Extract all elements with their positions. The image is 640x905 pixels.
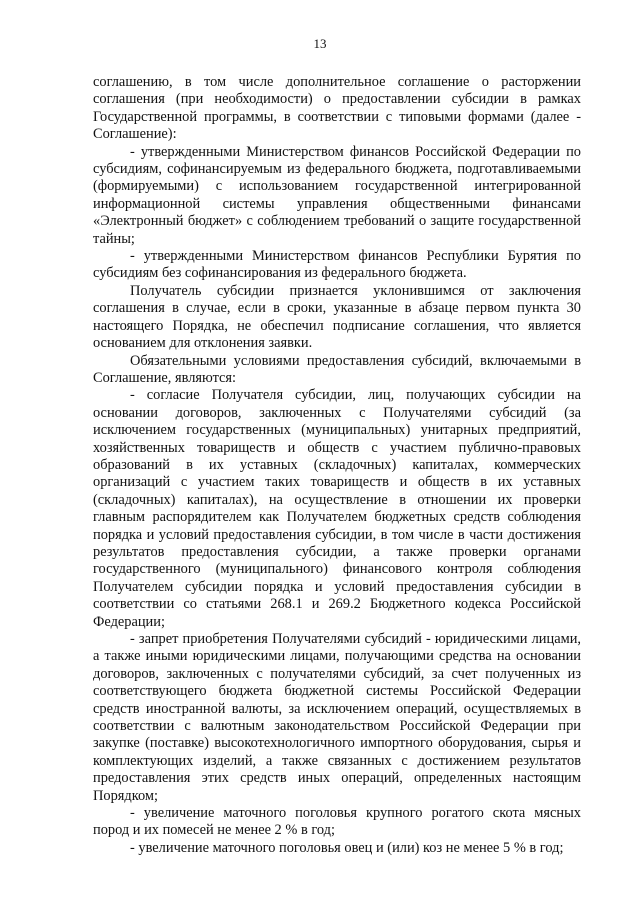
paragraph-federal-forms: - утвержденными Министерством финансов Российской Федерации по субсидиям, софинансируемым из федерального бюджета, подготавливаемыми (формируемыми) с использованием государственной интегрированной информационной системы управления общественными финансами «Электронный бюджет» с соблюдением требований о защите государственной тайны;: [93, 143, 581, 247]
paragraph-agreement-continuation: соглашению, в том числе дополнительное соглашение о расторжении соглашения (при необходимости) о предоставлении субсидии в рамках Государственной программы, в соответствии с типовыми формами (далее - Соглашение):: [93, 74, 581, 143]
paragraph-mandatory-conditions: Обязательными условиями предоставления субсидий, включаемыми в Соглашение, являются:: [93, 352, 581, 386]
paragraph-consent-audit: - согласие Получателя субсидии, лиц, получающих субсидии на основании договоров, заключенных с Получателями субсидий (за исключением государственных (муниципальных) унитарных предприятий, хозяйственных товариществ и обществ с участием публично-правовых образований в их уставных (складочных) капиталах, коммерческих организаций с участием таких товариществ и обществ в их уставных (складочных) капиталах), на осуществление в отношении их проверки главным распорядителем как Получателем бюджетных средств соблюдения порядка и условий предоставления субсидии, в том числе в части достижения результатов предоставления субсидии, а также проверки органами государственного (муниципального) финансового контроля соблюдения Получателем субсидии порядка и условий предоставления субсидии в соответствии со статьями 268.1 и 269.2 Бюджетного кодекса Российской Федерации;: [93, 387, 581, 630]
page-number: 13: [313, 36, 327, 51]
paragraph-cattle-increase: - увеличение маточного поголовья крупного рогатого скота мясных пород и их помесей не менее 2 % в год;: [93, 805, 581, 839]
document-body: [93, 74, 581, 857]
paragraph-republic-forms: - утвержденными Министерством финансов Республики Бурятия по субсидиям без софинансирования из федерального бюджета.: [93, 248, 581, 282]
paragraph-currency-ban: - запрет приобретения Получателями субсидий - юридическими лицами, а также иными юридическими лицами, получающими средства на основании договоров, заключенных с получателями субсидий, за счет полученных из соответствующего бюджета бюджетной системы Российской Федерации средств иностранной валюты, за исключением операций, осуществляемых в соответствии с валютным законодательством Российской Федерации при закупке (поставке) высокотехнологичного импортного оборудования, сырья и комплектующих изделий, а также связанных с достижением результатов предоставления этих средств иных операций, определенных настоящим Порядком;: [93, 631, 581, 804]
paragraph-sheep-goat-increase: - увеличение маточного поголовья овец и (или) коз не менее 5 % в год;: [130, 839, 564, 856]
paragraph-evasion: Получатель субсидии признается уклонившимся от заключения соглашения в случае, если в сроки, указанные в абзаце первом пункта 30 настоящего Порядка, не обеспечил подписание соглашения, что является основанием для отклонения заявки.: [93, 282, 581, 352]
